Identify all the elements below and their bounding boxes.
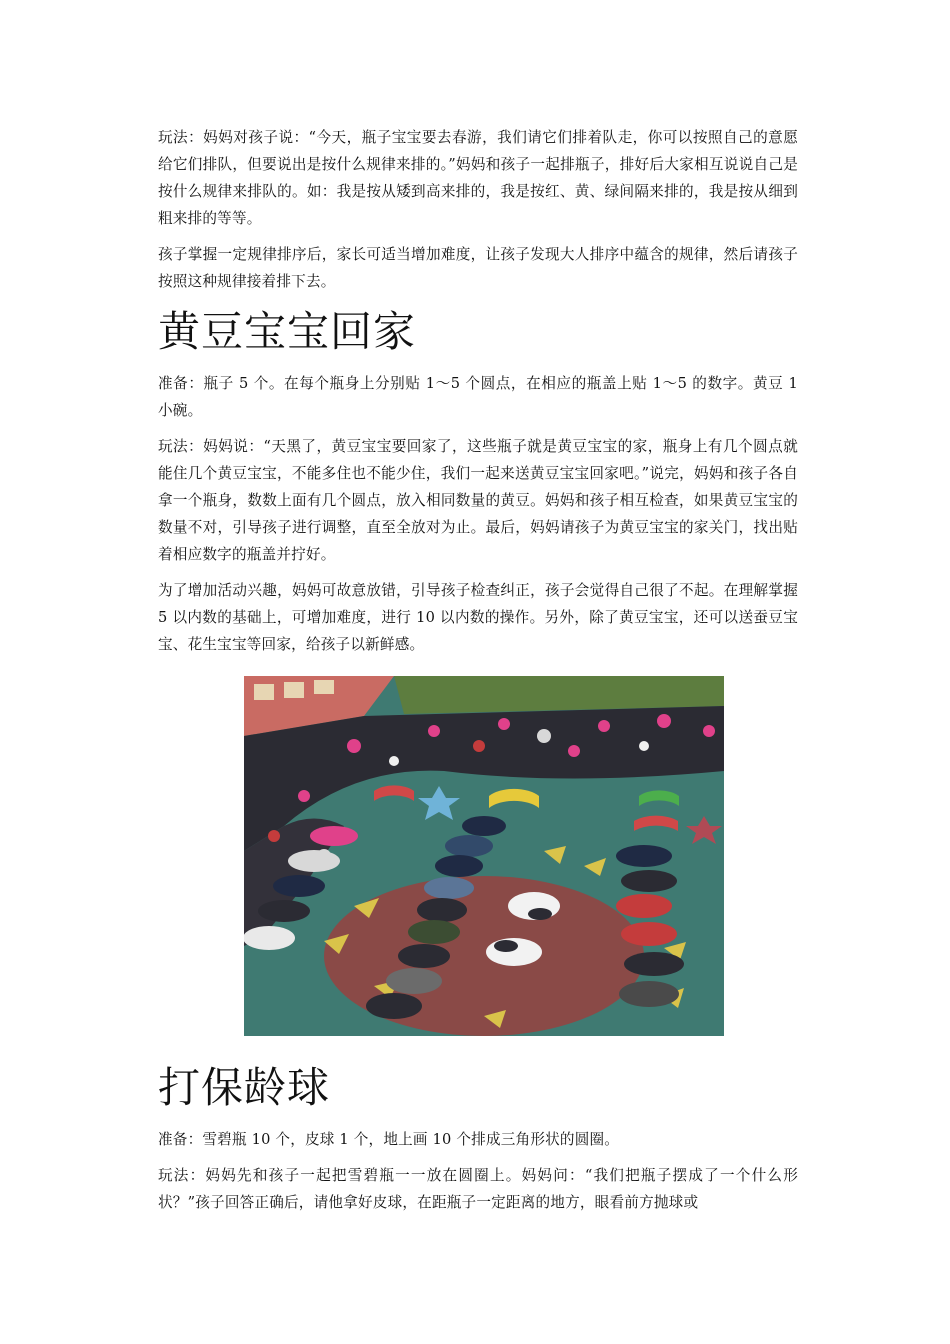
- intro-play-paragraph: 玩法：妈妈对孩子说：“今天，瓶子宝宝要去春游，我们请它们排着队走，你可以按照自己的意愿给它们排队，但要说出是按什么规律来排的。”妈妈和孩子一起排瓶子，排好后大家相互说说自己是按什么规律来排队的。如：我是按从矮到高来排的，我是按红、黄、绿间隔来排的，我是按从细到粗来排的等等。: [158, 129, 798, 227]
- bowling-play-paragraph: 玩法：妈妈先和孩子一起把雪碧瓶一一放在圆圈上。妈妈问：“我们把瓶子摆成了一个什么形状？”孩子回答正确后，请他拿好皮球，在距瓶子一定距离的地方，眼看前方抛球或: [158, 1167, 798, 1211]
- document-page: [158, 124, 798, 1225]
- playground-photo-illustration: [244, 676, 724, 1036]
- beans-prep-paragraph: 准备：瓶子 5 个。在每个瓶身上分别贴 1～5 个圆点，在相应的瓶盖上贴 1～5 的数字。黄豆 1 小碗。: [158, 375, 798, 419]
- building-window: [284, 682, 304, 698]
- building-window: [314, 680, 334, 694]
- intro-difficulty-paragraph: 孩子掌握一定规律排序后，家长可适当增加难度，让孩子发现大人排序中蕴含的规律，然后请孩子按照这种规律接着排下去。: [158, 246, 798, 290]
- playground-activity-photo: [244, 676, 724, 1036]
- ground-mark: [528, 908, 552, 920]
- bowling-section-title: 打保龄球: [158, 1063, 331, 1112]
- beans-extra-paragraph: 为了增加活动兴趣，妈妈可故意放错，引导孩子检查纠正，孩子会觉得自己很了不起。在理解掌握 5 以内数的基础上，可增加难度，进行 10 以内数的操作。另外，除了黄豆宝宝，还可以送蚕豆宝宝、花生宝宝等回家，给孩子以新鲜感。: [158, 582, 798, 653]
- beans-play-paragraph: 玩法：妈妈说：“天黑了，黄豆宝宝要回家了，这些瓶子就是黄豆宝宝的家，瓶身上有几个圆点就能住几个黄豆宝宝，不能多住也不能少住，我们一起来送黄豆宝宝回家吧。”说完，妈妈和孩子各自拿一个瓶身，数数上面有几个圆点，放入相同数量的黄豆。妈妈和孩子相互检查，如果黄豆宝宝的数量不对，引导孩子进行调整，直至全放对为止。最后，妈妈请孩子为黄豆宝宝的家关门，找出贴着相应数字的瓶盖并拧好。: [158, 438, 798, 563]
- bowling-prep-paragraph: 准备：雪碧瓶 10 个，皮球 1 个，地上画 10 个排成三角形状的圆圈。: [158, 1131, 620, 1148]
- ground-mark: [494, 940, 518, 952]
- beans-section-title: 黄豆宝宝回家: [158, 307, 417, 356]
- building-window: [254, 684, 274, 700]
